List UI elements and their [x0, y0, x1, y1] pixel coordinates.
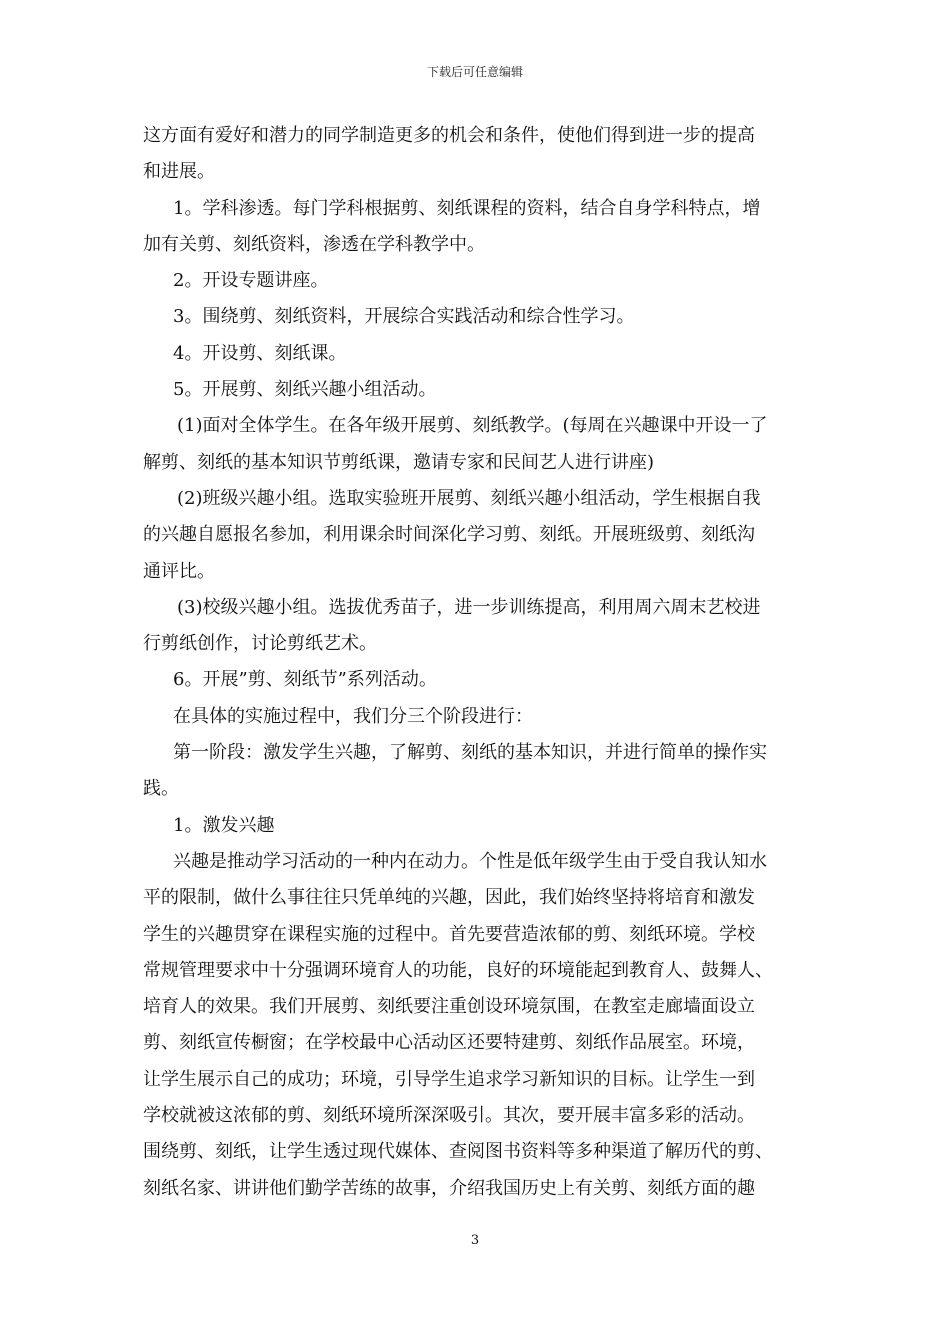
- text-line: 培育人的效果。我们开展剪、刻纸要注重创设环境氛围，在教室走廊墙面设立: [143, 996, 755, 1018]
- text-line: (2)班级兴趣小组。选取实验班开展剪、刻纸兴趣小组活动，学生根据自我: [177, 487, 761, 509]
- text-line: 在具体的实施过程中，我们分三个阶段进行：: [173, 705, 533, 727]
- text-line: 1。激发兴趣: [173, 814, 275, 836]
- text-line: 这方面有爱好和潜力的同学制造更多的机会和条件，使他们得到进一步的提高: [143, 125, 755, 146]
- text-line: 5。开展剪、刻纸兴趣小组活动。: [173, 379, 437, 401]
- page-number: 3: [470, 1233, 480, 1248]
- text-line: 4。开设剪、刻纸课。: [173, 342, 347, 364]
- text-line: 围绕剪、刻纸，让学生透过现代媒体、查阅图书资料等多种渠道了解历代的剪、: [143, 1141, 773, 1163]
- text-line: 常规管理要求中十分强调环境育人的功能，良好的环境能起到教育人、鼓舞人、: [143, 959, 773, 981]
- text-line: 通评比。: [143, 560, 215, 582]
- text-line: 3。围绕剪、刻纸资料，开展综合实践活动和综合性学习。: [173, 306, 635, 328]
- text-line: 6。开展”剪、刻纸节”系列活动。: [173, 669, 437, 691]
- text-line: 学校就被这浓郁的剪、刻纸环境所深深吸引。其次，要开展丰富多彩的活动。: [143, 1105, 755, 1127]
- text-line: 剪、刻纸宣传橱窗；在学校最中心活动区还要特建剪、刻纸作品展室。环境，: [143, 1032, 755, 1054]
- document-body: [143, 118, 815, 1207]
- text-line: 践。: [143, 778, 179, 800]
- text-line: (1)面对全体学生。在各年级开展剪、刻纸教学。(每周在兴趣课中开设一了: [177, 415, 768, 437]
- text-line: 平的限制，做什么事往往只凭单纯的兴趣，因此，我们始终坚持将培育和激发: [143, 887, 755, 909]
- text-line: 兴趣是推动学习活动的一种内在动力。个性是低年级学生由于受自我认知水: [173, 850, 767, 872]
- text-line: 的兴趣自愿报名参加，利用课余时间深化学习剪、刻纸。开展班级剪、刻纸沟: [143, 524, 755, 546]
- text-line: 第一阶段：激发学生兴趣，了解剪、刻纸的基本知识，并进行简单的操作实: [173, 742, 767, 764]
- text-line: 加有关剪、刻纸资料，渗透在学科教学中。: [143, 233, 485, 255]
- page-header: 下载后可任意编辑: [426, 65, 523, 79]
- text-line: 刻纸名家、讲讲他们勤学苦练的故事，介绍我国历史上有关剪、刻纸方面的趣: [143, 1177, 755, 1199]
- text-line: 让学生展示自己的成功；环境，引导学生追求学习新知识的目标。让学生一到: [143, 1068, 755, 1090]
- text-line: 学生的兴趣贯穿在课程实施的过程中。首先要营造浓郁的剪、刻纸环境。学校: [143, 923, 755, 945]
- text-line: 行剪纸创作，讨论剪纸艺术。: [143, 633, 377, 655]
- text-line: 2。开设专题讲座。: [173, 270, 329, 292]
- text-line: (3)校级兴趣小组。选拔优秀苗子，进一步训练提高，利用周六周末艺校进: [177, 596, 761, 618]
- text-line: 解剪、刻纸的基本知识节剪纸课，邀请专家和民间艺人进行讲座): [143, 451, 655, 473]
- text-line: 1。学科渗透。每门学科根据剪、刻纸课程的资料，结合自身学科特点，增: [173, 197, 761, 219]
- text-line: 和进展。: [143, 161, 215, 183]
